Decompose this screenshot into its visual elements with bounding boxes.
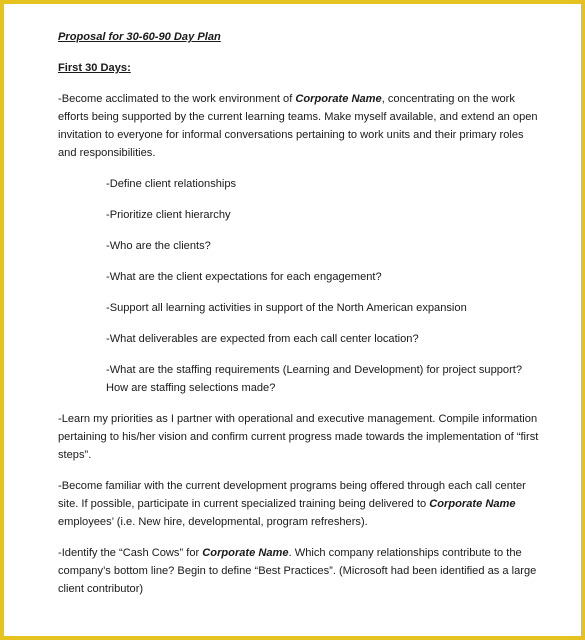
document-page	[58, 28, 543, 598]
intro-text-end: , concentrating on the work efforts being supported by the current learning teams. Make myself available, and extend an open invitation to everyone for informal conversations pertaining to work units and their primary roles and responsibilities.	[58, 93, 538, 159]
list-item-client-expectations: -What are the client expectations for each engagement?	[106, 271, 382, 283]
list-item-deliverables: -What deliverables are expected from each call center location?	[106, 333, 419, 345]
priorities-paragraph: -Learn my priorities as I partner with operational and executive management. Compile information pertaining to his/her vision and confirm current progress made towards the implementation of “first steps”.	[58, 413, 539, 461]
list-item-support-learning-activities: -Support all learning activities in support of the North American expansion	[106, 302, 467, 314]
list-item-who-are-clients: -Who are the clients?	[106, 240, 211, 252]
cash-cows-text-end: . Which company relationships contribute to the company’s bottom line? Begin to define “Best Practices”. (Microsoft had been identified as a large client contributor)	[58, 547, 537, 595]
document-title: Proposal for 30-60-90 Day Plan	[58, 31, 221, 43]
section-heading-first-30-days: First 30 Days:	[58, 62, 131, 74]
list-item-prioritize-client-hierarchy: -Prioritize client hierarchy	[106, 209, 231, 221]
cash-cows-text-start: -Identify the “Cash Cows” for	[58, 547, 203, 559]
intro-text-start: -Become acclimated to the work environment of	[58, 93, 296, 105]
intro-paragraph	[58, 90, 543, 162]
list-item-define-client-relationships: -Define client relationships	[106, 178, 237, 190]
corporate-name-emphasis: Corporate Name	[295, 93, 382, 105]
cash-cows-paragraph	[58, 544, 543, 598]
familiar-text-start: -Become familiar with the current development programs being offered through each call center site. If possible, participate in current specialized training being delivered to	[58, 480, 526, 510]
corporate-name-emphasis: Corporate Name	[429, 498, 516, 510]
familiar-paragraph	[58, 477, 543, 531]
corporate-name-emphasis: Corporate Name	[202, 547, 289, 559]
list-item-staffing-requirements: -What are the staffing requirements (Learning and Development) for project support? How are staffing selections made?	[106, 364, 523, 394]
familiar-text-end: employees’ (i.e. New hire, developmental, program refreshers).	[58, 516, 368, 528]
